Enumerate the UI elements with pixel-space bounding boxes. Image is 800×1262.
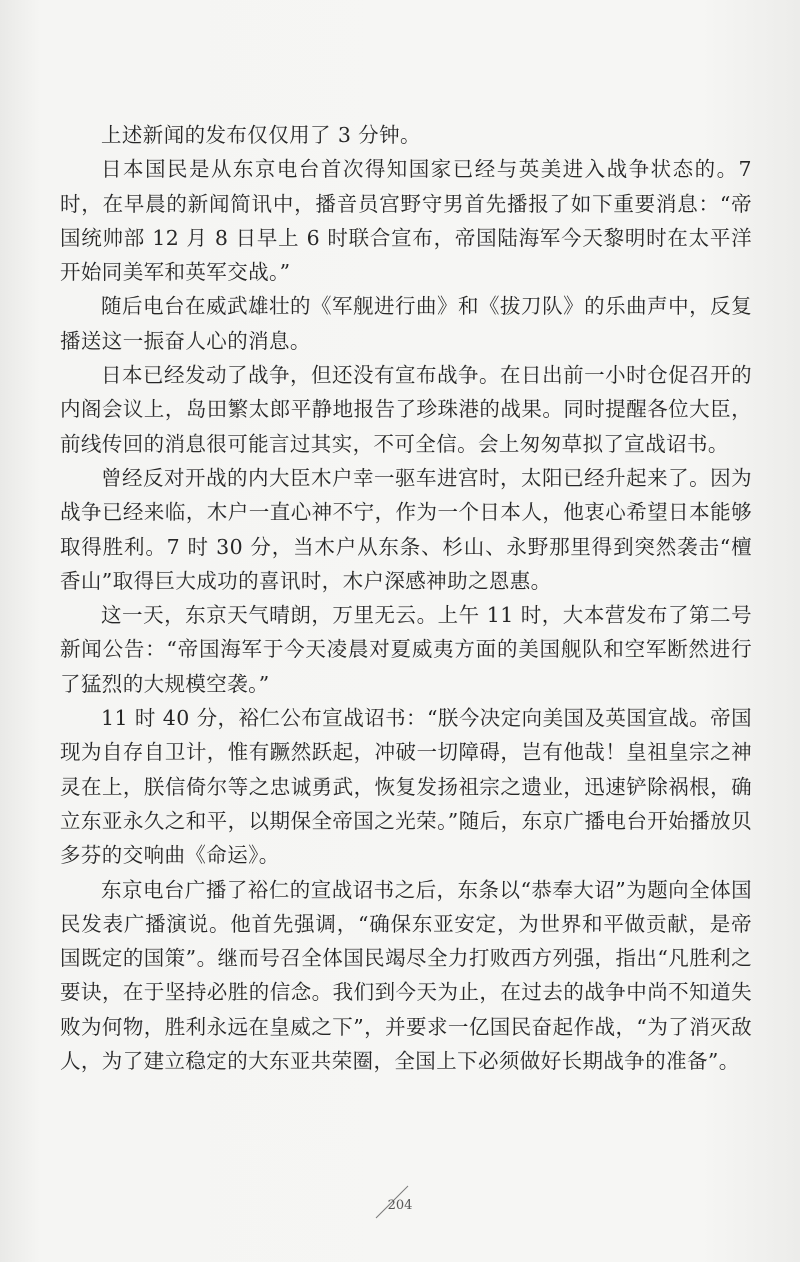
paragraph: 东京电台广播了裕仁的宣战诏书之后，东条以“恭奉大诏”为题向全体国民发表广播演说。他首先强调，“确保东亚安定，为世界和平做贡献，是帝国既定的国策”。继而号召全体国民竭尽全力打败西方列强，指出“凡胜利之要诀，在于坚持必胜的信念。我们到今天为止，在过去的战争中尚不知道失败为何物，胜利永远在皇威之下”，并要求一亿国民奋起作战，“为了消灭敌人，为了建立稳定的大东亚共荣圈，全国上下必须做好长期战争的准备”。 bbox=[60, 877, 752, 1074]
paragraph: 日本已经发动了战争，但还没有宣布战争。在日出前一小时仓促召开的内阁会议上，岛田繁太郎平静地报告了珍珠港的战果。同时提醒各位大臣，前线传回的消息很可能言过其实，不可全信。会上匆匆草拟了宣战诏书。 bbox=[60, 363, 752, 456]
paragraph: 这一天，东京天气晴朗，万里无云。上午 11 时，大本营发布了第二号新闻公告：“帝国海军于今天凌晨对夏威夷方面的美国舰队和空军断然进行了猛烈的大规模空袭。” bbox=[60, 603, 752, 696]
body-text bbox=[60, 118, 752, 1078]
paragraph: 随后电台在威武雄壮的《军舰进行曲》和《拔刀队》的乐曲声中，反复播送这一振奋人心的消息。 bbox=[60, 294, 752, 353]
paragraph: 上述新闻的发布仅仅用了 3 分钟。 bbox=[101, 123, 421, 147]
paragraph: 日本国民是从东京电台首次得知国家已经与英美进入战争状态的。7 时，在早晨的新闻简讯中，播音员宫野守男首先播报了如下重要消息：“帝国统帅部 12 月 8 日早上 6 时联合宣布，帝国陆海军今天黎明时在太平洋开始同美军和英军交战。” bbox=[60, 157, 752, 285]
page-number: 204 bbox=[387, 1198, 413, 1213]
paragraph: 11 时 40 分，裕仁公布宣战诏书：“朕今决定向美国及英国宣战。帝国现为自存自卫计，惟有蹶然跃起，冲破一切障碍，岂有他哉！皇祖皇宗之神灵在上，朕信倚尔等之忠诚勇武，恢复发扬祖宗之遗业，迅速铲除祸根，确立东亚永久之和平，以期保全帝国之光荣。”随后，东京广播电台开始播放贝多芬的交响曲《命运》。 bbox=[60, 706, 752, 868]
paragraph: 曾经反对开战的内大臣木户幸一驱车进宫时，太阳已经升起来了。因为战争已经来临，木户一直心神不宁，作为一个日本人，他衷心希望日本能够取得胜利。7 时 30 分，当木户从东条、杉山、永野那里得到突然袭击“檀香山”取得巨大成功的喜讯时，木户深感神助之恩惠。 bbox=[60, 465, 752, 593]
